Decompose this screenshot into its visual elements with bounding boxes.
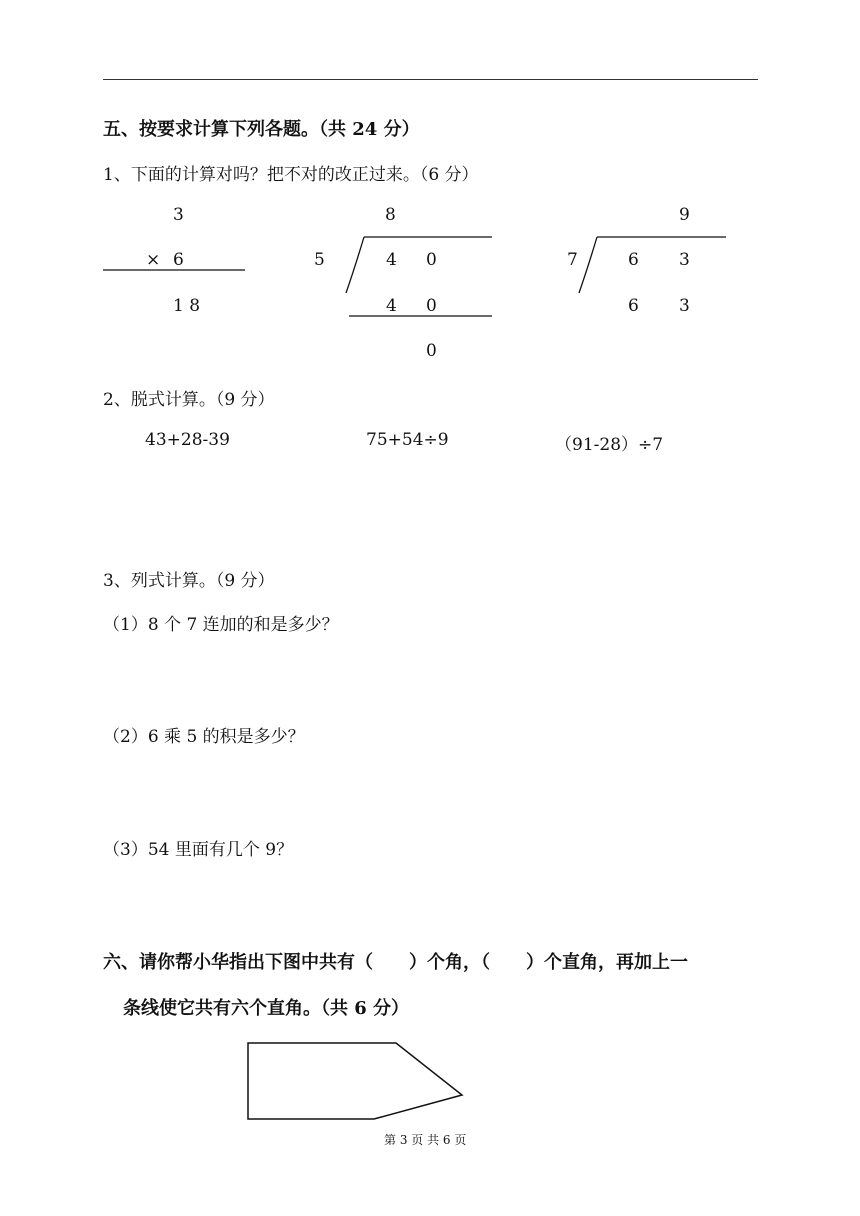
- page-footer: 第 3 页 共 6 页: [384, 1133, 467, 1147]
- div2-dividend-digit: 6: [628, 250, 639, 270]
- div1-quotient: 8: [385, 205, 396, 225]
- div1-divisor: 5: [314, 250, 325, 270]
- div2-divisor: 7: [567, 250, 578, 270]
- section6-line2: 条线使它共有六个直角。（共 6 分）: [123, 998, 410, 1019]
- div2-bracket: [579, 237, 597, 293]
- q3-label: 3、列式计算。（9 分）: [103, 571, 275, 591]
- q2-expression: 43+28-39: [145, 430, 230, 450]
- div2-quotient: 9: [679, 205, 690, 225]
- q1-label: 1、下面的计算对吗？把不对的改正过来。（6 分）: [103, 165, 479, 185]
- div1-dividend-digit: 4: [386, 250, 397, 270]
- div2-dividend-digit: 3: [679, 250, 690, 270]
- div1-product-digit: 4: [386, 296, 397, 316]
- mult-factor: 6: [173, 250, 184, 270]
- div1-dividend-digit: 0: [426, 250, 437, 270]
- q3-item: （2）6 乘 5 的积是多少？: [103, 727, 305, 747]
- div1-bracket: [346, 237, 364, 293]
- section5-title: 五、按要求计算下列各题。（共 24 分）: [103, 119, 420, 140]
- mult-top: 3: [173, 205, 184, 225]
- div1-product-digit: 0: [426, 296, 437, 316]
- div1-remainder: 0: [426, 341, 437, 361]
- mult-result: 1 8: [173, 296, 201, 316]
- mult-operator: ×: [146, 250, 161, 270]
- q2-label: 2、脱式计算。（9 分）: [103, 390, 275, 410]
- q3-item: （1）8 个 7 连加的和是多少？: [103, 615, 339, 635]
- pentagon-figure: [248, 1043, 462, 1119]
- q3-item: （3）54 里面有几个 9？: [103, 840, 294, 860]
- section6-line1: 六、请你帮小华指出下图中共有（ ）个角，（ ）个直角，再加上一: [103, 952, 688, 973]
- div2-product-digit: 3: [679, 296, 690, 316]
- div2-product-digit: 6: [628, 296, 639, 316]
- q2-expression: （91-28）÷7: [555, 435, 664, 455]
- q2-expression: 75+54÷9: [366, 430, 449, 450]
